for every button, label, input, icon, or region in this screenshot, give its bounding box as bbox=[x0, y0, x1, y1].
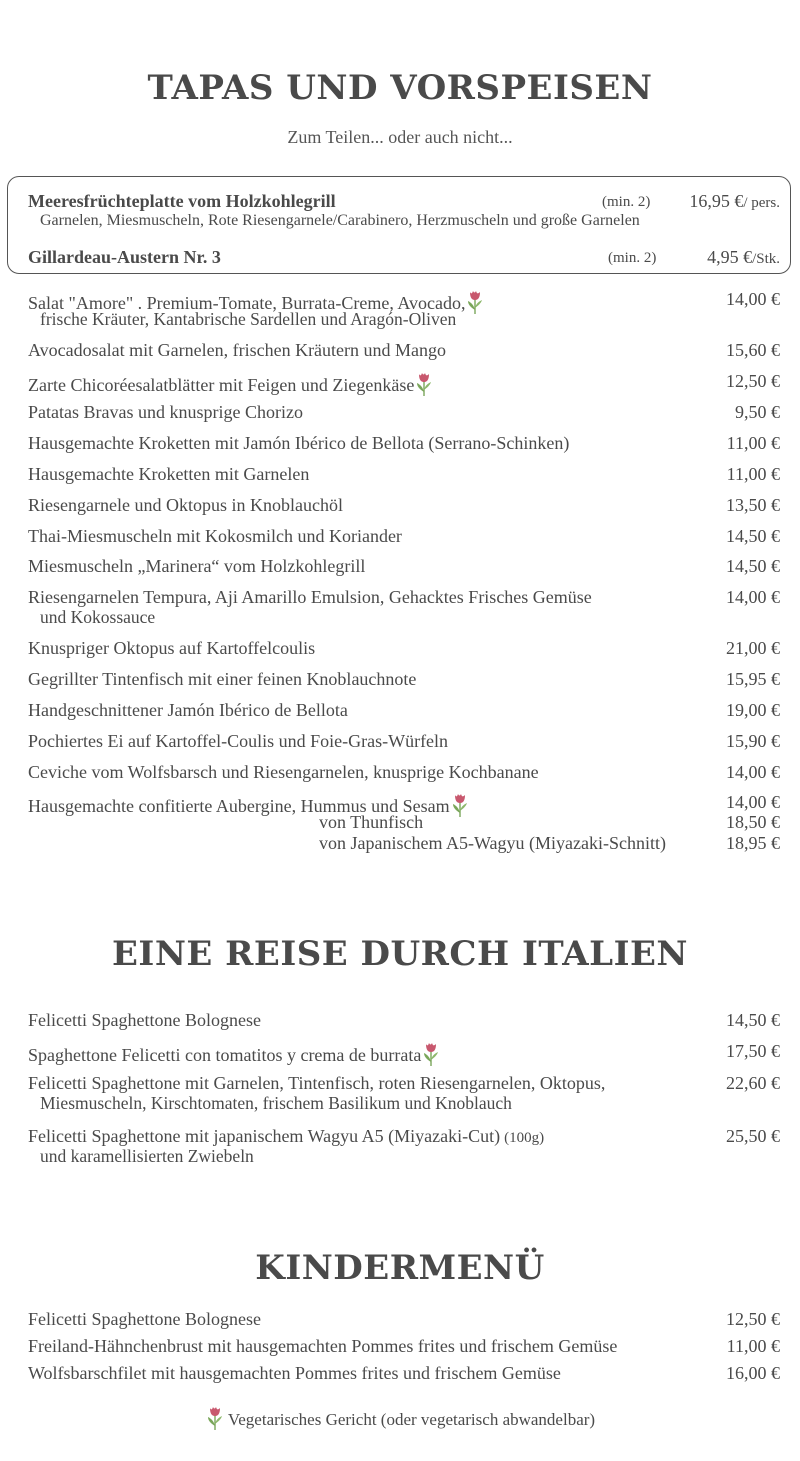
item-price: 14,50 € bbox=[726, 1010, 780, 1030]
item-price: 14,00 € bbox=[726, 289, 780, 309]
item-name bbox=[28, 1363, 561, 1384]
item-price: 14,50 € bbox=[726, 556, 780, 576]
tulip-icon bbox=[415, 371, 433, 397]
item-name bbox=[28, 371, 433, 397]
item-price: 18,50 € bbox=[726, 812, 780, 832]
item-price: 11,00 € bbox=[726, 1336, 780, 1356]
item-name bbox=[28, 731, 448, 752]
item-name-text: Knuspriger Oktopus auf Kartoffelcoulis bbox=[28, 638, 316, 658]
item-name-text: Patatas Bravas und knusprige Chorizo bbox=[28, 402, 303, 422]
item-name-text: Salat "Amore" . Premium-Tomate, Burrata-Creme, Avocado, bbox=[28, 293, 466, 313]
item-name-text: Felicetti Spaghettone Bolognese bbox=[28, 1010, 261, 1030]
item-name bbox=[28, 669, 416, 690]
item-name-text: Hausgemachte Kroketten mit Garnelen bbox=[28, 464, 310, 484]
item-price: 9,50 € bbox=[735, 402, 780, 422]
item-unit: / pers. bbox=[743, 195, 780, 211]
item-name-text: Ceviche vom Wolfsbarsch und Riesengarnelen, knusprige Kochbanane bbox=[28, 762, 539, 782]
item-price: 14,00 € bbox=[726, 792, 780, 812]
item-name-text: Handgeschnittener Jamón Ibérico de Bellota bbox=[28, 700, 348, 720]
section-title-tapas: TAPAS UND VORSPEISEN bbox=[147, 68, 653, 108]
item-name bbox=[28, 1073, 605, 1094]
item-desc: frische Kräuter, Kantabrische Sardellen und Aragón-Oliven bbox=[40, 309, 457, 329]
section-title-kinder: KINDERMENÜ bbox=[255, 1248, 545, 1288]
item-name-text: Felicetti Spaghettone mit Garnelen, Tintenfisch, roten Riesengarnelen, Oktopus, bbox=[28, 1073, 606, 1093]
item-name: von Japanischem A5-Wagyu (Miyazaki-Schnitt) bbox=[319, 833, 666, 853]
section-title-italien: EINE REISE DURCH ITALIEN bbox=[112, 934, 688, 974]
item-name bbox=[28, 1336, 617, 1357]
section-subtitle-tapas: Zum Teilen... oder auch nicht... bbox=[287, 127, 513, 147]
item-price: 16,00 € bbox=[726, 1363, 780, 1383]
item-price: 4,95 € bbox=[707, 247, 753, 267]
item-price: 12,50 € bbox=[726, 371, 780, 391]
item-price: 14,00 € bbox=[726, 762, 780, 782]
tulip-icon bbox=[206, 1405, 224, 1431]
item-price: 11,00 € bbox=[726, 464, 780, 484]
item-name bbox=[28, 1010, 261, 1031]
item-name-text: Riesengarnelen Tempura, Aji Amarillo Emulsion, Gehacktes Frisches Gemüse bbox=[28, 587, 592, 607]
item-name bbox=[28, 1309, 261, 1330]
item-name-text: Avocadosalat mit Garnelen, frischen Kräutern und Mango bbox=[28, 340, 447, 360]
item-name: Meeresfrüchteplatte vom Holzkohlegrill bbox=[28, 191, 336, 211]
item-name bbox=[28, 340, 446, 361]
item-price: 14,50 € bbox=[726, 526, 780, 546]
item-name bbox=[28, 762, 539, 783]
item-price: 14,00 € bbox=[726, 587, 780, 607]
item-min: (min. 2) bbox=[608, 250, 657, 266]
item-desc: Miesmuscheln, Kirschtomaten, frischem Basilikum und Knoblauch bbox=[40, 1093, 512, 1113]
item-name-text: Felicetti Spaghettone mit japanischem Wagyu A5 (Miyazaki-Cut) bbox=[28, 1126, 501, 1146]
item-price: 18,95 € bbox=[726, 833, 780, 853]
item-price: 15,95 € bbox=[726, 669, 780, 689]
item-qty: (100g) bbox=[504, 1130, 545, 1146]
item-name bbox=[28, 495, 343, 516]
item-name-text: Hausgemachte confitierte Aubergine, Hummus und Sesam bbox=[28, 796, 450, 816]
item-desc: und Kokossauce bbox=[40, 607, 156, 627]
item-name bbox=[28, 587, 592, 608]
item-name bbox=[28, 433, 569, 454]
item-name bbox=[28, 556, 365, 577]
item-name-text: Gegrillter Tintenfisch mit einer feinen Knoblauchnote bbox=[28, 669, 417, 689]
item-name-text: Miesmuscheln „Marinera“ vom Holzkohlegrill bbox=[28, 556, 366, 576]
item-name bbox=[28, 1126, 544, 1147]
item-name bbox=[28, 638, 315, 659]
item-price-group bbox=[689, 191, 780, 212]
item-name-text: Thai-Miesmuscheln mit Kokosmilch und Koriander bbox=[28, 526, 402, 546]
item-price: 13,50 € bbox=[726, 495, 780, 515]
item-name-text: Wolfsbarschfilet mit hausgemachten Pommes frites und frischem Gemüse bbox=[28, 1363, 561, 1383]
item-price: 15,60 € bbox=[726, 340, 780, 360]
item-name-text: Zarte Chicoréesalatblätter mit Feigen und Ziegenkäse bbox=[28, 375, 415, 395]
item-desc: und karamellisierten Zwiebeln bbox=[40, 1146, 254, 1166]
item-name bbox=[28, 1041, 440, 1067]
item-name bbox=[28, 464, 309, 485]
item-name-text: Hausgemachte Kroketten mit Jamón Ibérico de Bellota (Serrano-Schinken) bbox=[28, 433, 570, 453]
item-price: 22,60 € bbox=[726, 1073, 780, 1093]
item-name-text: Riesengarnele und Oktopus in Knoblauchöl bbox=[28, 495, 343, 515]
item-price: 21,00 € bbox=[726, 638, 780, 658]
item-name-text: Spaghettone Felicetti con tomatitos y crema de burrata bbox=[28, 1045, 422, 1065]
tulip-icon bbox=[422, 1041, 440, 1067]
tulip-icon bbox=[451, 792, 469, 818]
featured-item bbox=[28, 191, 780, 233]
item-name bbox=[28, 700, 348, 721]
item-unit: /Stk. bbox=[752, 251, 780, 267]
item-name bbox=[28, 526, 402, 547]
item-name: von Thunfisch bbox=[319, 812, 424, 832]
item-desc: Garnelen, Miesmuscheln, Rote Riesengarnele/Carabinero, Herzmuscheln und große Garnelen bbox=[40, 212, 640, 229]
item-name: Gillardeau-Austern Nr. 3 bbox=[28, 247, 221, 267]
item-price: 19,00 € bbox=[726, 700, 780, 720]
item-price-group bbox=[707, 247, 780, 268]
item-price: 11,00 € bbox=[726, 433, 780, 453]
item-price: 25,50 € bbox=[726, 1126, 780, 1146]
item-price: 17,50 € bbox=[726, 1041, 780, 1061]
item-price: 16,95 € bbox=[689, 191, 744, 211]
item-name-text: Felicetti Spaghettone Bolognese bbox=[28, 1309, 261, 1329]
item-name-text: Pochiertes Ei auf Kartoffel-Coulis und Foie-Gras-Würfeln bbox=[28, 731, 449, 751]
item-price: 15,90 € bbox=[726, 731, 780, 751]
item-min: (min. 2) bbox=[602, 194, 651, 210]
veg-legend bbox=[0, 1405, 800, 1431]
item-price: 12,50 € bbox=[726, 1309, 780, 1329]
item-name bbox=[28, 402, 303, 423]
legend-text: Vegetarisches Gericht (oder vegetarisch abwandelbar) bbox=[227, 1410, 596, 1429]
tulip-icon bbox=[466, 289, 484, 315]
item-name-text: Freiland-Hähnchenbrust mit hausgemachten Pommes frites und frischem Gemüse bbox=[28, 1336, 618, 1356]
